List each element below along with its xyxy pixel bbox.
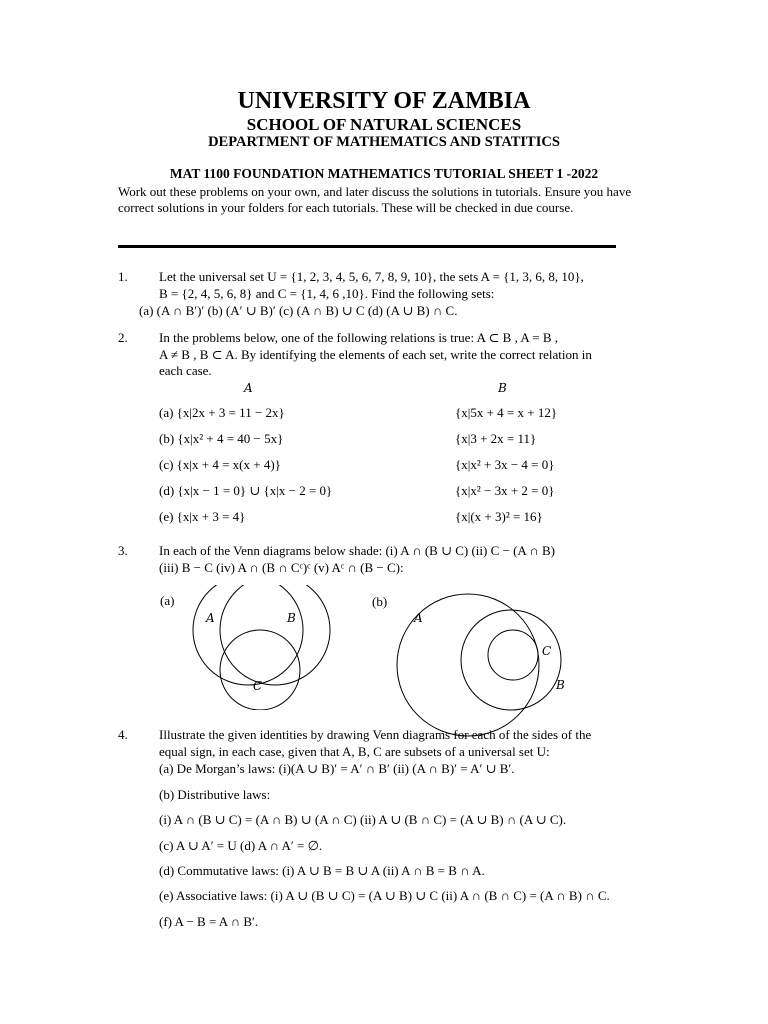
venn-a-circle-a [193,585,303,685]
horizontal-rule [118,245,616,248]
venn-diagram-b [368,585,588,740]
q2-number: 2. [118,330,128,345]
q4-distributive-laws: (i) A ∩ (B ∪ C) = (A ∩ B) ∪ (A ∩ C) (ii) A ∪ (B ∩ C) = (A ∪ B) ∩ (A ∪ C). [159,812,567,827]
q2-row-d-right: {x|x² − 3x + 2 = 0} [455,483,555,498]
q4-complement-laws: (c) A ∪ A′ = U (d) A ∩ A′ = ∅. [159,838,323,853]
venn-a-circle-c [220,630,300,710]
venn-b-label-b: B [556,678,565,692]
q4-line-1: Illustrate the given identities by drawing Venn diagrams for each of the sides of the [159,727,592,742]
q2-row-d-left: (d) {x|x − 1 = 0} ∪ {x|x − 2 = 0} [159,483,333,498]
q1-number: 1. [118,269,128,284]
q4-commutative-laws: (d) Commutative laws: (i) A ∪ B = B ∪ A (ii) A ∩ B = B ∩ A. [159,863,485,878]
university-title: UNIVERSITY OF ZAMBIA [237,88,531,114]
q2-row-c-left: (c) {x|x + 4 = x(x + 4)} [159,457,281,472]
venn-b-tag: (b) [372,594,388,609]
q2-row-e-right: {x|(x + 3)² = 16} [455,509,543,524]
q2-column-a-header: A [244,381,253,395]
venn-a-circle-b [220,585,330,685]
venn-b-circle-b [461,610,561,710]
q1-line-1: Let the universal set U = {1, 2, 3, 4, 5, 6, 7, 8, 9, 10}, the sets A = {1, 3, 6, 8, 10}, [159,269,584,284]
venn-a-label-a: A [206,611,215,625]
venn-b-label-a: A [414,611,423,625]
venn-a-label-c: C [253,679,263,693]
sheet-title: MAT 1100 FOUNDATION MATHEMATICS TUTORIAL SHEET 1 -2022 [169,166,599,181]
q4-associative-laws: (e) Associative laws: (i) A ∪ (B ∪ C) = (A ∪ B) ∪ C (ii) A ∩ (B ∩ C) = (A ∩ B) ∩ C. [159,888,610,903]
q4-demorgan: (a) De Morgan’s laws: (i)(A ∪ B)′ = A′ ∩ B′ (ii) (A ∩ B)′ = A′ ∪ B′. [159,761,515,776]
venn-b-circle-c [488,630,538,680]
q4-difference-law: (f) A − B = A ∩ B′. [159,914,259,929]
q2-row-b-right: {x|3 + 2x = 11} [455,431,537,446]
intro-paragraph: Work out these problems on your own, and later discuss the solutions in tutorials. Ensure you have correct solutions in your folders for each tutorials. These will be checked in due course. [118,184,632,215]
q4-distributive-heading: (b) Distributive laws: [159,787,271,802]
venn-a-label-b: B [287,611,296,625]
venn-diagram-a [150,585,350,710]
q1-line-2: B = {2, 4, 5, 6, 8} and C = {1, 4, 6 ,10}. Find the following sets: [159,286,495,301]
q2-row-a-left: (a) {x|2x + 3 = 11 − 2x} [159,405,285,420]
q3-line-1: In each of the Venn diagrams below shade: (i) A ∩ (B ∪ C) (ii) C − (A ∩ B) [159,543,555,558]
q2-line-1: In the problems below, one of the following relations is true: A ⊂ B , A = B , [159,330,559,345]
q3-number: 3. [118,543,128,558]
q2-row-e-left: (e) {x|x + 3 = 4} [159,509,246,524]
q2-line-3: each case. [159,363,212,378]
school-title: SCHOOL OF NATURAL SCIENCES [246,115,522,134]
q2-line-2: A ≠ B , B ⊂ A. By identifying the elements of each set, write the correct relation in [159,347,592,362]
q1-parts: (a) (A ∩ B′)′ (b) (A′ ∪ B)′ (c) (A ∩ B) ∪ C (d) (A ∪ B) ∩ C. [139,303,458,318]
q3-line-2: (iii) B − C (iv) A ∩ (B ∩ Cᶜ)ᶜ (v) Aᶜ ∩ (B − C): [159,560,404,575]
q4-line-2: equal sign, in each case, given that A, B, C are subsets of a universal set U: [159,744,550,759]
q2-column-b-header: B [498,381,507,395]
venn-a-tag: (a) [160,593,175,608]
q4-number: 4. [118,727,128,742]
department-title: DEPARTMENT OF MATHEMATICS AND STATITICS [208,134,560,150]
q2-row-c-right: {x|x² + 3x − 4 = 0} [455,457,555,472]
q2-row-a-right: {x|5x + 4 = x + 12} [455,405,558,420]
venn-b-label-c: C [542,644,552,658]
q2-row-b-left: (b) {x|x² + 4 = 40 − 5x} [159,431,284,446]
